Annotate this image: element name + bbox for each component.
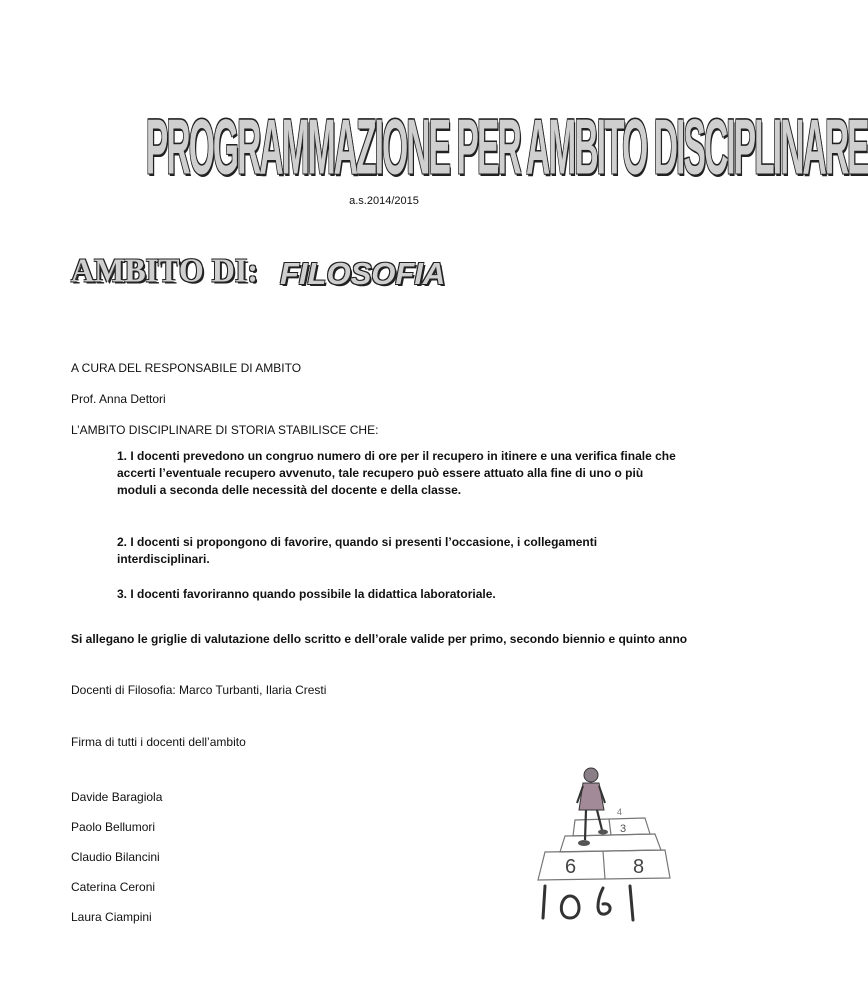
- ambito-name: FILOSOFIA: [280, 256, 446, 291]
- hopscotch-number-3: 3: [620, 823, 627, 835]
- hopscotch-number-8: 8: [633, 856, 645, 878]
- list-item-3: 3. I docenti favoriranno quando possibile la didattica laboratoriale.: [117, 587, 496, 601]
- attachments-note: Si allegano le griglie di valutazione dello scritto e dell’orale valide per primo, secondo biennio e quinto anno: [71, 632, 688, 646]
- hopscotch-number-6: 6: [565, 856, 577, 878]
- child-figure: [577, 768, 608, 846]
- responsible-name: Prof. Anna Dettori: [71, 392, 166, 406]
- signatory-1: Davide Baragiola: [71, 790, 163, 804]
- ambito-label: AMBITO DI:: [71, 251, 258, 289]
- signatory-3: Claudio Bilancini: [71, 850, 160, 864]
- signatory-4: Caterina Ceroni: [71, 880, 156, 894]
- signatory-5: Laura Ciampini: [71, 910, 152, 924]
- statement-line: L’AMBITO DISCIPLINARE DI STORIA STABILISCE CHE:: [71, 423, 379, 437]
- school-year: a.s.2014/2015: [349, 195, 419, 207]
- list-item-2: 2. I docenti si propongono di favorire, quando si presenti l’occasione, i collegamenti interdisciplinari.: [117, 535, 598, 566]
- document-title: PROGRAMMAZIONE PER AMBITO DISCIPLINARE: [145, 103, 868, 191]
- list-item-1: 1. I docenti prevedono un congruo numero di ore per il recupero in itinere e una verifica finale che accerti l’eventuale recupero avvenuto, tale recupero può essere attuato alla fine di uno o più moduli a seconda delle necessità del docente e della classe.: [117, 449, 676, 497]
- curator-line: A CURA DEL RESPONSABILE DI AMBITO: [71, 361, 302, 375]
- scribble-marks: [543, 886, 633, 920]
- hopscotch-grid: [538, 818, 670, 880]
- signatory-2: Paolo Bellumori: [71, 820, 156, 834]
- hopscotch-child-drawing: [505, 748, 675, 928]
- signatures-label: Firma di tutti i docenti dell’ambito: [71, 735, 246, 749]
- hopscotch-number-4: 4: [617, 807, 623, 817]
- teachers-line: Docenti di Filosofia: Marco Turbanti, Ilaria Cresti: [71, 683, 327, 697]
